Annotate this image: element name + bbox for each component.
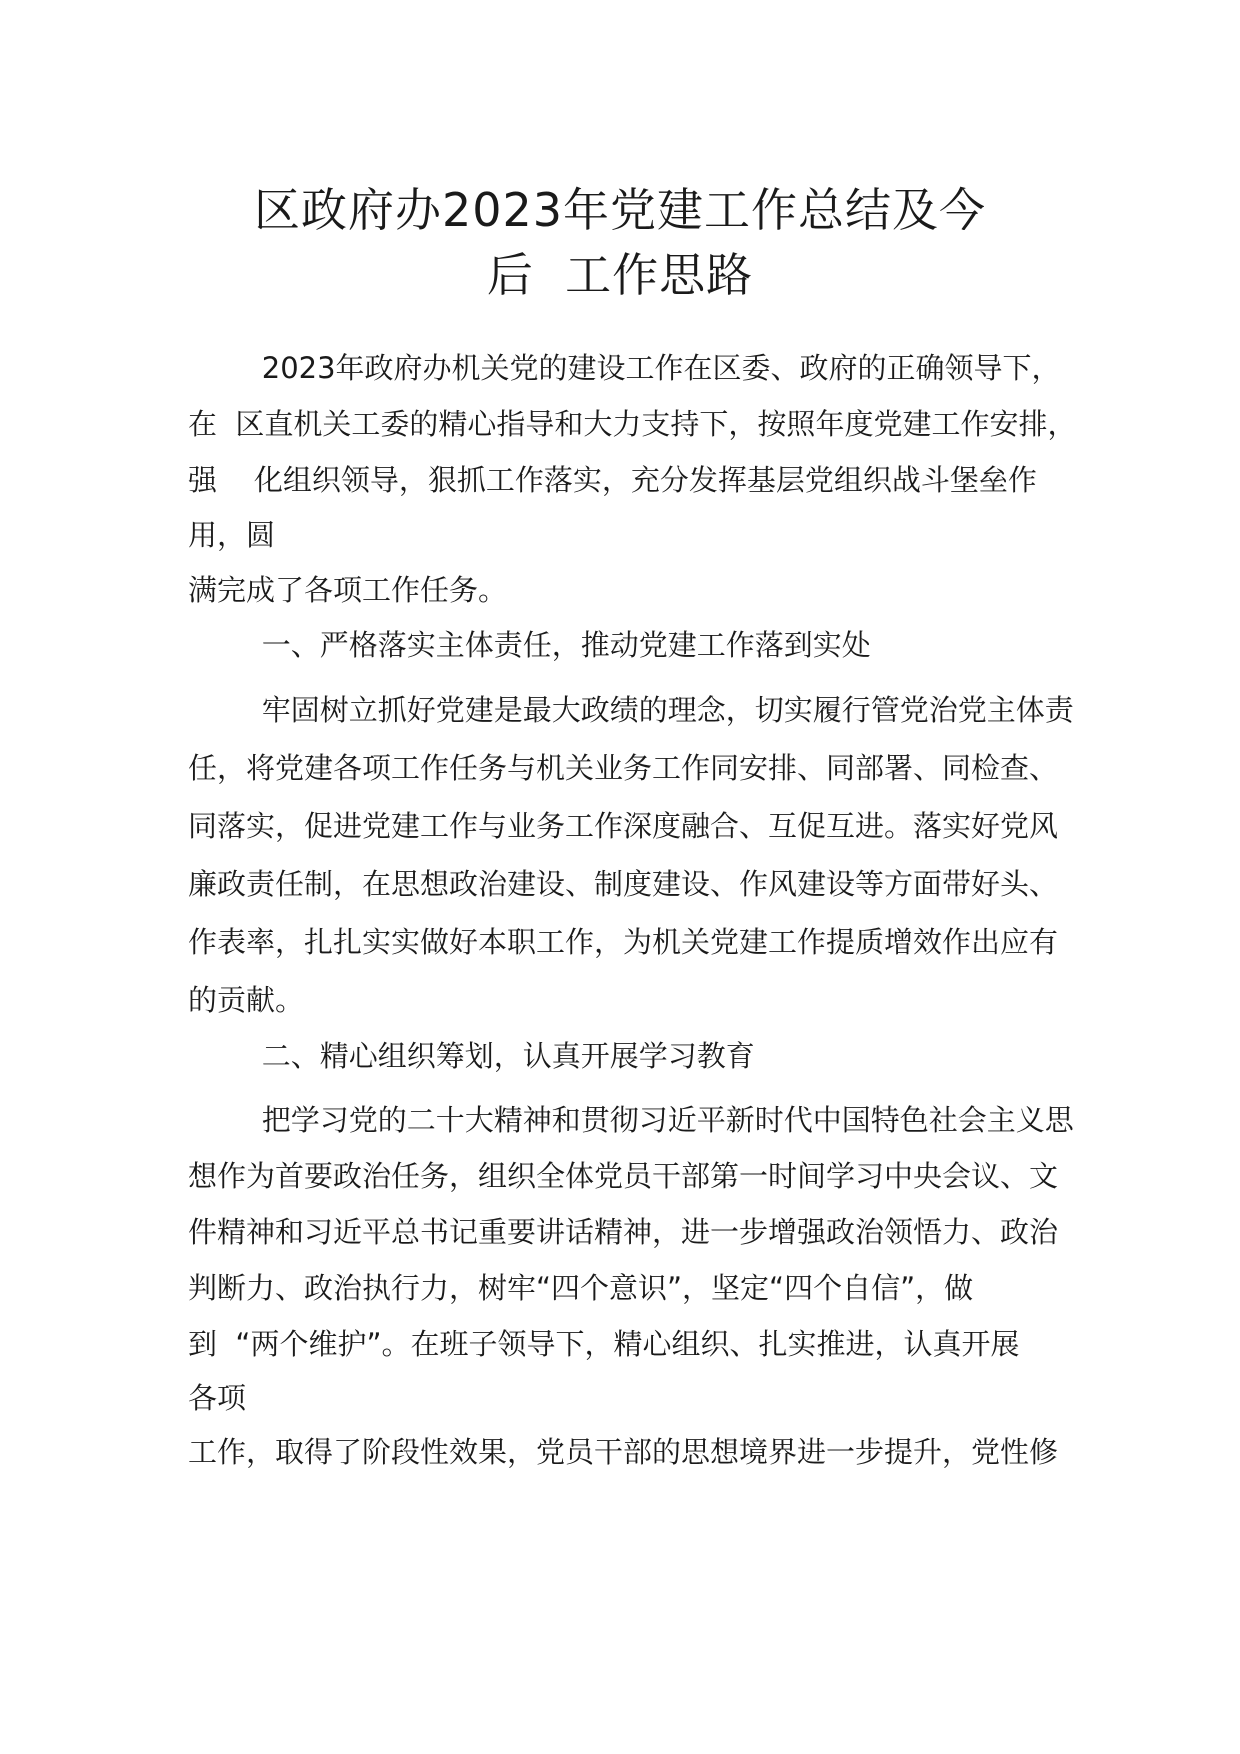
body-line: 作表率，扎扎实实做好本职工作，为机关党建工作提质增效作出应有	[188, 925, 1059, 959]
body-line: 到 “两个维护”。在班子领导下，精心组织、扎实推进，认真开展	[188, 1327, 1020, 1361]
body-line: 满完成了各项工作任务。	[188, 573, 508, 607]
body-line: 廉政责任制，在思想政治建设、制度建设、作风建设等方面带好头、	[188, 867, 1059, 901]
section-heading-1: 一、严格落实主体责任，推动党建工作落到实处	[188, 628, 871, 662]
body-line: 各项	[188, 1381, 247, 1415]
document-title-line-1: 区政府办2023年党建工作总结及今	[253, 183, 987, 237]
body-line: 想作为首要政治任务，组织全体党员干部第一时间学习中央会议、文	[188, 1159, 1059, 1193]
body-line: 任，将党建各项工作任务与机关业务工作同安排、同部署、同检查、	[188, 751, 1059, 785]
body-line: 牢固树立抓好党建是最大政绩的理念，切实履行管党治党主体责	[188, 693, 1074, 727]
body-line: 同落实，促进党建工作与业务工作深度融合、互促互进。落实好党风	[188, 809, 1059, 843]
body-line: 工作，取得了阶段性效果，党员干部的思想境界进一步提升，党性修	[188, 1435, 1059, 1469]
body-line: 把学习党的二十大精神和贯彻习近平新时代中国特色社会主义思	[188, 1103, 1074, 1137]
body-line: 件精神和习近平总书记重要讲话精神，进一步增强政治领悟力、政治	[188, 1215, 1059, 1249]
body-line: 强 化组织领导，狠抓工作落实，充分发挥基层党组织战斗堡垒作	[188, 463, 1037, 497]
document-title-line-2: 后 工作思路	[486, 248, 754, 302]
section-heading-2: 二、精心组织筹划，认真开展学习教育	[188, 1039, 755, 1073]
body-line: 的贡献。	[188, 983, 305, 1017]
body-line: 判断力、政治执行力，树牢“四个意识”，坚定“四个自信”，做	[188, 1271, 974, 1305]
body-line: 用，圆	[188, 518, 276, 552]
body-line: 在 区直机关工委的精心指导和大力支持下，按照年度党建工作安排，	[188, 407, 1077, 441]
body-line: 2023年政府办机关党的建设工作在区委、政府的正确领导下，	[188, 351, 1061, 385]
